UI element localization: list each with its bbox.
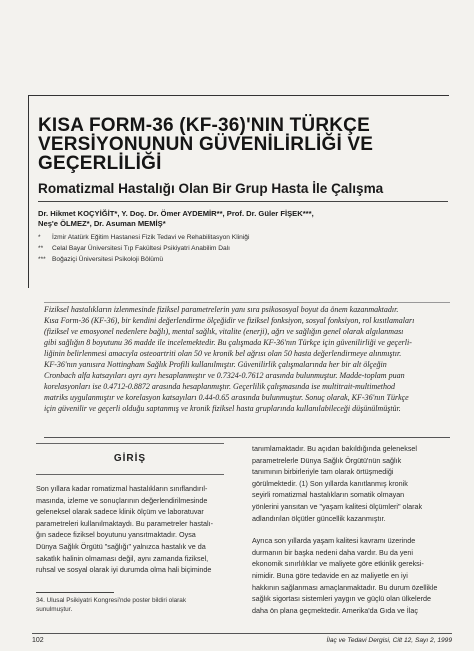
title-line: GEÇERLİLİĞİ [38, 153, 162, 174]
footer-rule [32, 633, 452, 634]
abstract-top-rule [44, 302, 450, 303]
affiliation-item [38, 232, 458, 243]
body-line: ekonomik sınırlılıklar ve maliyete göre etkinlik gereksi- [252, 559, 424, 569]
body-line: Dünya Sağlık Örgütü "sağlığı" yalnızca hastalık ve da [36, 541, 206, 551]
abstract-line: Cronbach alfa katsayıları ayrı ayrı hesaplanmıştır ve 0.7324-0.7612 arasında bulunmuştur. Madde-toplam puan [44, 371, 405, 380]
body-line: durmanın bir başka nedeni daha vardır. Bu da yeni [252, 547, 414, 557]
page-number: 102 [32, 637, 44, 644]
affiliation-list [38, 232, 458, 265]
author-line: Neş'e ÖLMEZ*, Dr. Asuman MEMİŞ* [38, 219, 166, 228]
abstract-line: matriks uygulanmıştır ve korelasyon katsayıları 0.44-0.65 arasında bulunmuştur. Sonuç olarak, KF-36'nın Türkçe [44, 393, 409, 402]
author-line: Dr. Hikmet KOÇYİĞİT*, Y. Doç. Dr. Ömer AYDEMİR**, Prof. Dr. Güler FİŞEK***, [38, 209, 314, 218]
body-line: daha ön plana geçmektedir. Amerika'da Gıda ve İlaç [252, 605, 418, 615]
body-line: adlandırılan ölçütler güncellik kazanmıştır. [252, 513, 386, 523]
article-title [38, 116, 448, 173]
body-line: ğın sadece fiziksel boyutunu yansıtmaktadır. Oysa [36, 530, 196, 540]
abstract-line: için güvenilir ve geçerli olduğu saptanmış ve kronik fiziksel hasta gruplarında kullanılabileceği düşünülmüştür. [44, 404, 401, 413]
body-line: sakatlık halinin olmaması değil, aynı zamanda fiziksel, [36, 553, 209, 563]
section-heading: GİRİŞ [113, 453, 147, 464]
journal-citation: İlaç ve Tedavi Dergisi, Cilt 12, Sayı 2, 1999 [326, 637, 452, 644]
abstract-line: Kısa Form-36 (KF-36), bir kendini değerlendirme ölçeğidir ve fiziksel fonksiyon, sosyal fonksiyon, rol kısıtlamaları [44, 316, 415, 325]
body-line: tanımının birbirleriyle tam olarak örtüşmediği [252, 467, 394, 477]
affiliation-mark: *** [38, 256, 46, 263]
body-line: Son yıllara kadar romatizmal hastalıkların sınıflandırıl- [36, 484, 208, 493]
abstract [44, 304, 450, 414]
affiliation-mark: ** [38, 245, 44, 252]
affiliation-mark: * [38, 234, 41, 241]
title-line: VERSİYONUNUN GÜVENİLİRLİĞİ VE [38, 134, 374, 155]
affiliation-text: Celal Bayar Üniversitesi Tıp Fakültesi Psikiyatri Anabilim Dalı [52, 245, 230, 252]
body-line: masında, izleme ve sonuçlarının değerlendirilmesinde [36, 495, 208, 505]
right-column-text [252, 443, 452, 616]
body-line: sağlık sigortası sistemleri yaygın ve güçlü olan ülkelerde [252, 594, 431, 604]
body-line: görülmektedir. (1) Son yıllarda kanıtlanmış kronik [252, 478, 408, 488]
abstract-line: gibi sağlığın 8 boyutunu 36 madde ile incelemektedir. Bu çalışmada KF-36'nın Türkçe için güvenilirliği ve geçerli- [44, 338, 412, 347]
left-column-text [36, 483, 228, 576]
abstract-line: (fiziksel ve emosyonel nedenlere bağlı), mental sağlık, vitalite (enerji), ağrı ve sağlığın genel olarak algılanması [44, 327, 404, 336]
affiliation-item [38, 254, 458, 265]
affiliation-item [38, 243, 458, 254]
body-line: tanımlamaktadır. Bu açıdan bakıldığında geleneksel [252, 444, 418, 453]
section-heading-top-rule [36, 443, 224, 444]
abstract-line: liğinin belirlenmesi amacıyla osteoartriti olan 50 ve kronik bel ağrısı olan 50 hasta değerlendirmeye alınmıştır. [44, 349, 402, 358]
article-subtitle: Romatizmal Hastalığı Olan Bir Grup Hasta İle Çalışma [38, 181, 384, 196]
body-line: hakkının sağlanması amaçlanmaktadır. Bu durum özellikle [252, 582, 438, 592]
abstract-bottom-rule [44, 437, 450, 438]
footnote [36, 596, 236, 614]
body-line: ruhsal ve sosyal olarak iyi durumda olma hali biçiminde [36, 565, 212, 575]
body-line: Ayrıca son yıllarda yaşam kalitesi kavramı üzerinde [252, 536, 416, 546]
author-list [38, 209, 458, 229]
affiliation-text: İzmir Atatürk Eğitim Hastanesi Fizik Tedavi ve Rehabilitasyon Kliniği [52, 234, 250, 241]
body-line: nimidir. Buna göre tedavide en az maliyetle en iyi [252, 570, 408, 580]
title-line: KISA FORM-36 (KF-36)'NIN TÜRKÇE [38, 115, 370, 136]
footnote-rule [36, 592, 114, 593]
title-divider [38, 201, 448, 202]
section-heading-bottom-rule [36, 474, 224, 475]
body-line: parametreleri kullanılmaktaydı. Bu parametreler hastalı- [36, 518, 213, 528]
affiliation-text: Boğaziçi Üniversitesi Psikoloji Bölümü [52, 256, 164, 263]
footnote-line: sunulmuştur. [36, 606, 73, 613]
abstract-line: Fiziksel hastalıkların izlenmesinde fiziksel parametrelerin yanı sıra psikososyal boyut da önem kazanmaktadır. [44, 305, 399, 314]
body-line: seyirli romatizmal hastalıkların somatik olmayan [252, 490, 405, 500]
abstract-line: KF-36'nın yanısıra Nottingham Sağlık Profili kullanılmıştır. Güvenilirlik çalışmalarında her bir alt ölçeğin [44, 360, 387, 369]
footnote-line: 34. Ulusal Psikiyatri Kongresi'nde poster bildiri olarak [36, 597, 187, 604]
abstract-line: korelasyonları ise 0.4712-0.8872 arasında hesaplanmıştır. Geçerlilik çalışmasında ise multitrait-multimethod [44, 382, 396, 391]
body-line: parametrelerle Dünya Sağlık Örgütü'nün sağlık [252, 455, 402, 465]
body-line: yönlerini yansıtan ve "yaşam kalitesi ölçümleri" olarak [252, 501, 423, 511]
paragraph-gap [252, 524, 452, 535]
body-line: geleneksel olarak sadece klinik ölçüm ve laboratuvar [36, 507, 204, 517]
